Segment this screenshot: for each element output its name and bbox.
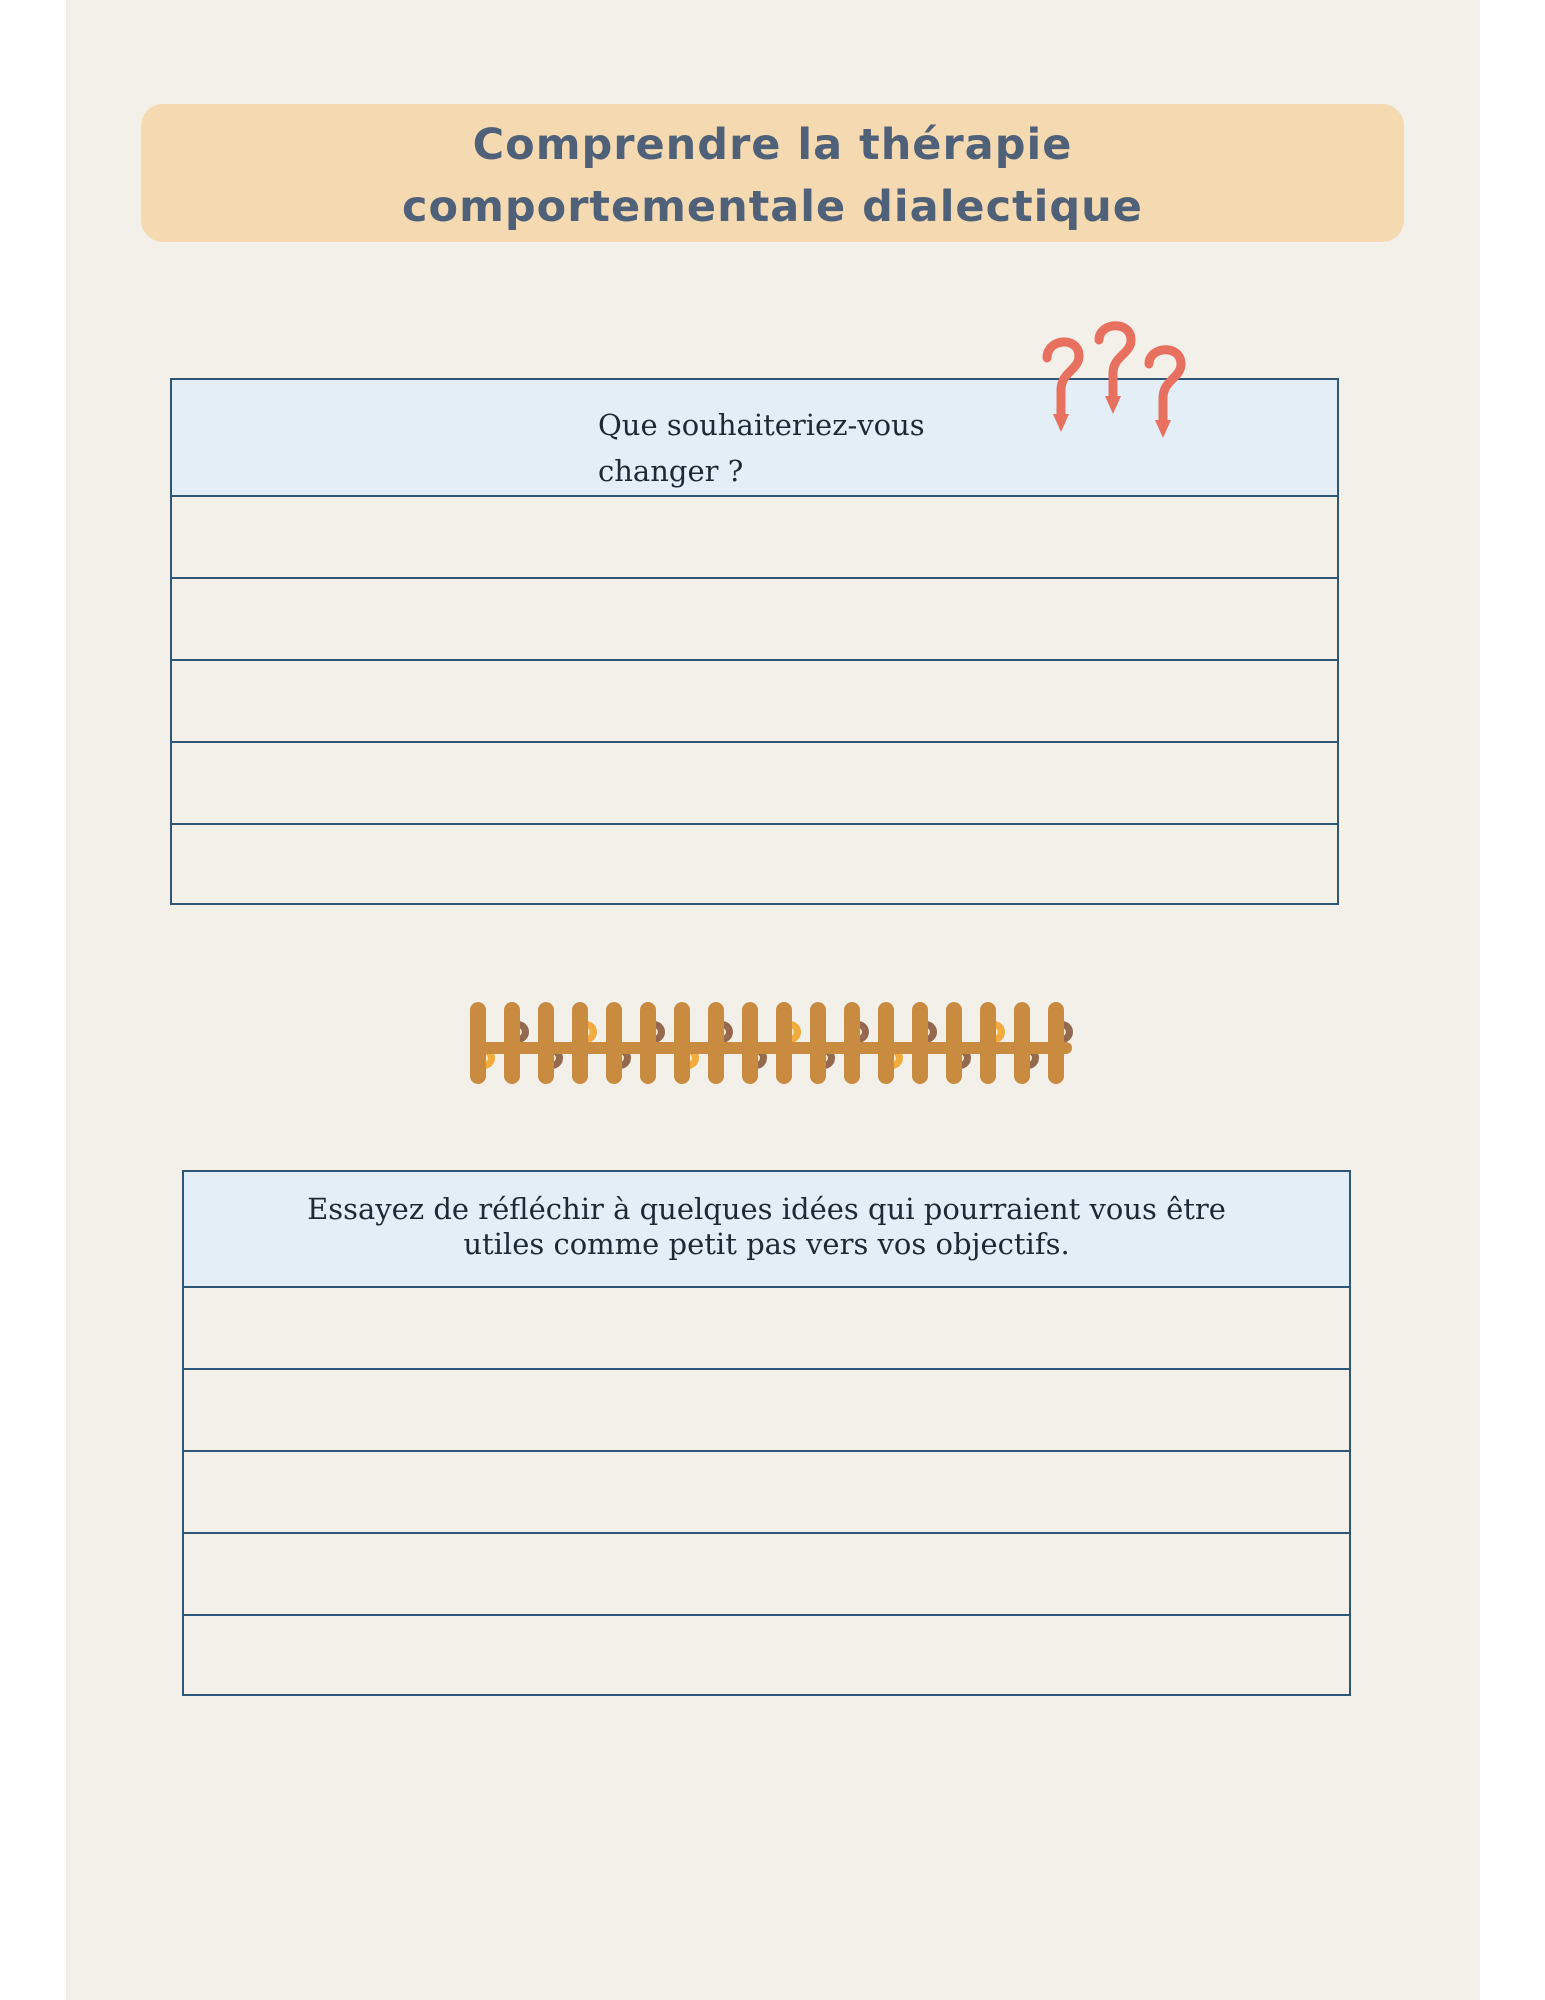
fence-board xyxy=(776,1002,792,1084)
fence-board xyxy=(606,1002,622,1084)
fence-board xyxy=(708,1002,724,1084)
writing-row[interactable] xyxy=(172,661,1337,743)
fence-board xyxy=(504,1002,520,1084)
fence-board xyxy=(572,1002,588,1084)
page-title-line-2: comportementale dialectique xyxy=(402,182,1143,232)
change-goals-prompt-line-1: Que souhaiteriez-vous xyxy=(598,408,925,442)
question-marks-icon xyxy=(1035,318,1195,443)
fence-board xyxy=(844,1002,860,1084)
small-steps-table xyxy=(182,1170,1351,1696)
writing-row[interactable] xyxy=(172,743,1337,825)
fence-board xyxy=(742,1002,758,1084)
writing-row[interactable] xyxy=(172,825,1337,907)
writing-row[interactable] xyxy=(184,1370,1349,1452)
fence-board xyxy=(674,1002,690,1084)
writing-row[interactable] xyxy=(184,1534,1349,1616)
fence-board xyxy=(1014,1002,1030,1084)
change-goals-prompt-line-2: changer ? xyxy=(598,454,744,488)
fence-board xyxy=(470,1002,486,1084)
small-steps-prompt-line-2: utiles comme petit pas vers vos objectifs. xyxy=(463,1227,1070,1261)
fence-board xyxy=(1048,1002,1064,1084)
change-goals-prompt xyxy=(598,402,1018,494)
small-steps-prompt-line-1: Essayez de réfléchir à quelques idées qui pourraient vous être xyxy=(307,1192,1226,1226)
fence-board xyxy=(640,1002,656,1084)
writing-row[interactable] xyxy=(172,497,1337,579)
fence-board xyxy=(980,1002,996,1084)
writing-row[interactable] xyxy=(184,1452,1349,1534)
page-title-line-1: Comprendre la thérapie xyxy=(472,120,1073,170)
writing-row[interactable] xyxy=(184,1288,1349,1370)
small-steps-header xyxy=(184,1172,1349,1288)
page-title xyxy=(141,114,1404,238)
small-steps-prompt xyxy=(184,1192,1349,1262)
fence-board xyxy=(912,1002,928,1084)
change-goals-table xyxy=(170,378,1339,905)
writing-row[interactable] xyxy=(172,579,1337,661)
writing-row[interactable] xyxy=(184,1616,1349,1698)
fence-board xyxy=(810,1002,826,1084)
fence-board xyxy=(538,1002,554,1084)
flower-fence-icon xyxy=(462,994,1082,1094)
fence-board xyxy=(878,1002,894,1084)
fence-board xyxy=(946,1002,962,1084)
